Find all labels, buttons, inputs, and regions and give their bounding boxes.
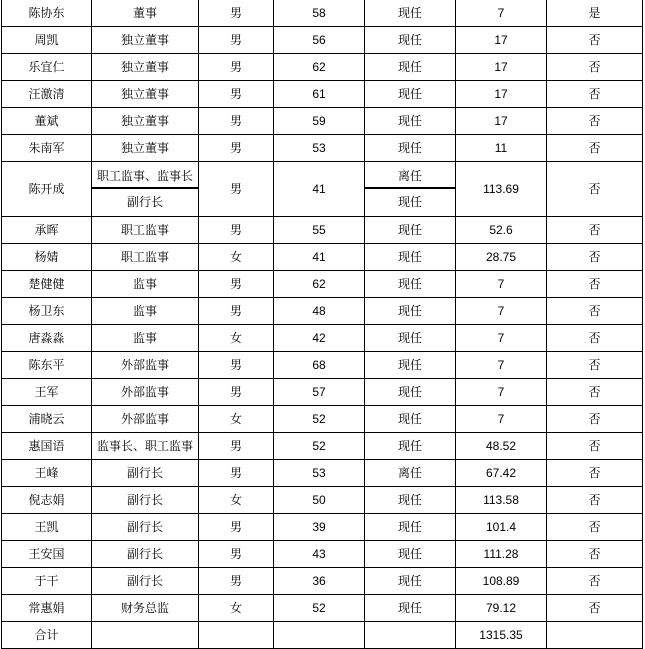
age-cell: 53	[274, 460, 365, 487]
table-row	[2, 541, 643, 568]
table-row	[2, 325, 643, 352]
name-cell: 汪激清	[2, 81, 92, 108]
age-cell: 62	[274, 54, 365, 81]
gender-cell: 男	[199, 81, 274, 108]
related-cell: 否	[547, 460, 643, 487]
gender-cell: 男	[199, 379, 274, 406]
related-cell: 是	[547, 0, 643, 27]
pay-cell: 7	[456, 325, 547, 352]
status-split-cell	[365, 162, 456, 217]
related-cell: 否	[547, 487, 643, 514]
gender-cell: 女	[199, 406, 274, 433]
status-top: 离任	[365, 163, 455, 189]
related-cell: 否	[547, 217, 643, 244]
age-cell: 43	[274, 541, 365, 568]
status-cell: 现任	[365, 298, 456, 325]
table-row	[2, 514, 643, 541]
status-cell: 现任	[365, 54, 456, 81]
gender-cell: 女	[199, 595, 274, 622]
age-cell: 52	[274, 595, 365, 622]
role-cell: 董事	[92, 0, 199, 27]
related-cell: 否	[547, 541, 643, 568]
pay-cell: 111.28	[456, 541, 547, 568]
age-cell: 58	[274, 0, 365, 27]
role-cell: 职工监事	[92, 217, 199, 244]
pay-cell: 79.12	[456, 595, 547, 622]
table-row	[2, 81, 643, 108]
related-cell: 否	[547, 325, 643, 352]
pay-cell: 113.58	[456, 487, 547, 514]
table-body-top	[2, 0, 643, 162]
table-row	[2, 244, 643, 271]
table-row	[2, 27, 643, 54]
pay-cell: 28.75	[456, 244, 547, 271]
status-cell: 现任	[365, 325, 456, 352]
pay-cell: 67.42	[456, 460, 547, 487]
role-cell: 独立董事	[92, 81, 199, 108]
gender-cell: 男	[199, 541, 274, 568]
name-cell: 常惠娟	[2, 595, 92, 622]
role-cell: 副行长	[92, 568, 199, 595]
pay-cell: 7	[456, 379, 547, 406]
related-cell: 否	[547, 162, 643, 217]
age-cell: 50	[274, 487, 365, 514]
name-cell: 乐宜仁	[2, 54, 92, 81]
gender-cell: 男	[199, 0, 274, 27]
age-cell: 39	[274, 514, 365, 541]
related-cell: 否	[547, 27, 643, 54]
name-cell: 董斌	[2, 108, 92, 135]
related-cell: 否	[547, 568, 643, 595]
pay-cell: 17	[456, 81, 547, 108]
table-row	[2, 298, 643, 325]
status-cell: 现任	[365, 352, 456, 379]
status-cell: 现任	[365, 0, 456, 27]
related-cell: 否	[547, 81, 643, 108]
role-cell: 监事	[92, 298, 199, 325]
table-row	[2, 135, 643, 162]
related-cell: 否	[547, 433, 643, 460]
status-cell: 现任	[365, 135, 456, 162]
table-row	[2, 595, 643, 622]
name-cell: 陈开成	[2, 162, 92, 217]
name-cell: 陈协东	[2, 0, 92, 27]
status-cell: 现任	[365, 541, 456, 568]
role-cell: 副行长	[92, 514, 199, 541]
table-row	[2, 568, 643, 595]
table-row	[2, 0, 643, 27]
empty-cell	[274, 622, 365, 649]
pay-cell: 7	[456, 406, 547, 433]
gender-cell: 男	[199, 460, 274, 487]
empty-cell	[92, 622, 199, 649]
status-bottom: 现任	[397, 195, 422, 209]
status-cell: 现任	[365, 433, 456, 460]
age-cell: 41	[274, 244, 365, 271]
gender-cell: 男	[199, 27, 274, 54]
gender-cell: 男	[199, 352, 274, 379]
role-cell: 独立董事	[92, 135, 199, 162]
age-cell: 59	[274, 108, 365, 135]
name-cell: 唐淼淼	[2, 325, 92, 352]
status-cell: 现任	[365, 27, 456, 54]
gender-cell: 男	[199, 217, 274, 244]
name-cell: 王凯	[2, 514, 92, 541]
name-cell: 王军	[2, 379, 92, 406]
gender-cell: 男	[199, 54, 274, 81]
compensation-table	[1, 0, 643, 649]
pay-cell: 7	[456, 0, 547, 27]
table-row-split	[2, 162, 643, 217]
role-cell: 外部监事	[92, 379, 199, 406]
empty-cell	[547, 622, 643, 649]
table-row	[2, 352, 643, 379]
status-cell: 现任	[365, 487, 456, 514]
gender-cell: 男	[199, 514, 274, 541]
status-cell: 现任	[365, 595, 456, 622]
age-cell: 55	[274, 217, 365, 244]
table-row	[2, 487, 643, 514]
status-cell: 现任	[365, 568, 456, 595]
role-cell: 外部监事	[92, 406, 199, 433]
age-cell: 52	[274, 433, 365, 460]
total-label: 合计	[2, 622, 92, 649]
related-cell: 否	[547, 271, 643, 298]
table-row	[2, 433, 643, 460]
age-cell: 48	[274, 298, 365, 325]
related-cell: 否	[547, 595, 643, 622]
role-top: 职工监事、监事长	[92, 163, 198, 189]
role-bottom: 副行长	[126, 195, 163, 209]
name-cell: 楚健健	[2, 271, 92, 298]
pay-cell: 17	[456, 108, 547, 135]
pay-cell: 7	[456, 352, 547, 379]
name-cell: 杨婧	[2, 244, 92, 271]
role-cell: 监事	[92, 271, 199, 298]
role-cell: 财务总监	[92, 595, 199, 622]
name-cell: 王安国	[2, 541, 92, 568]
pay-cell: 7	[456, 298, 547, 325]
role-cell: 监事	[92, 325, 199, 352]
status-cell: 现任	[365, 244, 456, 271]
age-cell: 68	[274, 352, 365, 379]
empty-cell	[199, 622, 274, 649]
age-cell: 52	[274, 406, 365, 433]
gender-cell: 男	[199, 271, 274, 298]
related-cell: 否	[547, 244, 643, 271]
status-cell: 现任	[365, 514, 456, 541]
pay-cell: 52.6	[456, 217, 547, 244]
role-cell: 职工监事	[92, 244, 199, 271]
gender-cell: 男	[199, 433, 274, 460]
role-split-cell	[92, 162, 199, 217]
gender-cell: 女	[199, 244, 274, 271]
gender-cell: 男	[199, 135, 274, 162]
status-cell: 现任	[365, 81, 456, 108]
table-body-split	[2, 162, 643, 217]
gender-cell: 男	[199, 162, 274, 217]
table-row-total	[2, 622, 643, 649]
table-row	[2, 406, 643, 433]
gender-cell: 女	[199, 487, 274, 514]
role-cell: 副行长	[92, 541, 199, 568]
table-row	[2, 271, 643, 298]
age-cell: 61	[274, 81, 365, 108]
pay-cell: 108.89	[456, 568, 547, 595]
related-cell: 否	[547, 406, 643, 433]
pay-cell: 11	[456, 135, 547, 162]
table-row	[2, 54, 643, 81]
table-body-total	[2, 622, 643, 649]
table-row	[2, 108, 643, 135]
total-pay: 1315.35	[456, 622, 547, 649]
related-cell: 否	[547, 379, 643, 406]
name-cell: 王峰	[2, 460, 92, 487]
age-cell: 36	[274, 568, 365, 595]
name-cell: 承晖	[2, 217, 92, 244]
status-cell: 现任	[365, 379, 456, 406]
related-cell: 否	[547, 514, 643, 541]
related-cell: 否	[547, 135, 643, 162]
pay-cell: 7	[456, 271, 547, 298]
pay-cell: 113.69	[456, 162, 547, 217]
name-cell: 朱南军	[2, 135, 92, 162]
table-row	[2, 379, 643, 406]
role-cell: 独立董事	[92, 108, 199, 135]
table-row	[2, 460, 643, 487]
status-cell: 现任	[365, 271, 456, 298]
role-cell: 副行长	[92, 487, 199, 514]
related-cell: 否	[547, 108, 643, 135]
table-row	[2, 217, 643, 244]
name-cell: 陈东平	[2, 352, 92, 379]
age-cell: 57	[274, 379, 365, 406]
age-cell: 42	[274, 325, 365, 352]
pay-cell: 48.52	[456, 433, 547, 460]
gender-cell: 男	[199, 108, 274, 135]
name-cell: 杨卫东	[2, 298, 92, 325]
age-cell: 56	[274, 27, 365, 54]
age-cell: 62	[274, 271, 365, 298]
pay-cell: 17	[456, 54, 547, 81]
name-cell: 浦晓云	[2, 406, 92, 433]
role-cell: 副行长	[92, 460, 199, 487]
status-cell: 现任	[365, 406, 456, 433]
name-cell: 于干	[2, 568, 92, 595]
role-cell: 独立董事	[92, 54, 199, 81]
gender-cell: 男	[199, 568, 274, 595]
name-cell: 倪志娟	[2, 487, 92, 514]
empty-cell	[365, 622, 456, 649]
gender-cell: 男	[199, 298, 274, 325]
related-cell: 否	[547, 54, 643, 81]
role-cell: 外部监事	[92, 352, 199, 379]
role-cell: 独立董事	[92, 27, 199, 54]
role-cell: 监事长、职工监事	[92, 433, 199, 460]
pay-cell: 101.4	[456, 514, 547, 541]
name-cell: 惠国语	[2, 433, 92, 460]
status-cell: 现任	[365, 217, 456, 244]
age-cell: 53	[274, 135, 365, 162]
age-cell: 41	[274, 162, 365, 217]
status-cell: 现任	[365, 108, 456, 135]
pay-cell: 17	[456, 27, 547, 54]
related-cell: 否	[547, 298, 643, 325]
status-cell: 离任	[365, 460, 456, 487]
gender-cell: 女	[199, 325, 274, 352]
name-cell: 周凯	[2, 27, 92, 54]
table-body-bottom	[2, 217, 643, 622]
related-cell: 否	[547, 352, 643, 379]
